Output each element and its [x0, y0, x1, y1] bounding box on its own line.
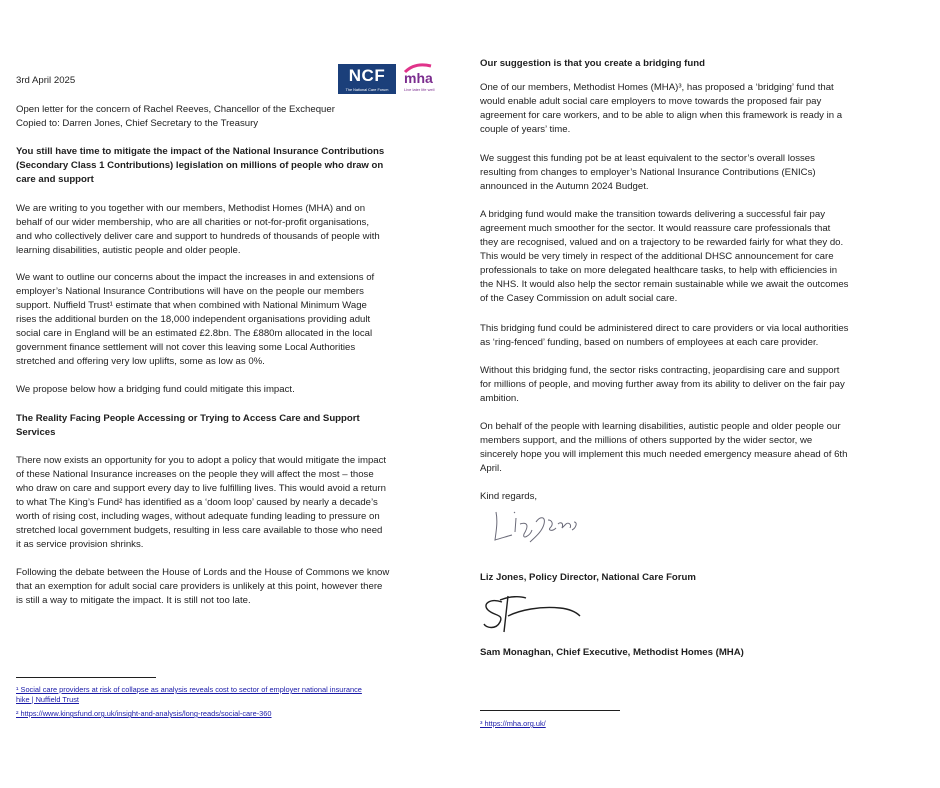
r-para4-l1: This bridging fund could be administered direct to care providers or via local authorities: [480, 323, 849, 334]
para2-l2: employer’s National Insurance Contributions will have on the people our members: [16, 286, 364, 297]
heading-bridging-fund: Our suggestion is that you create a bridging fund: [480, 58, 705, 69]
para2-l6: government finance settlement will not cover this leaving some Local Authorities: [16, 342, 356, 353]
para1-l1: We are writing to you together with our members, Methodist Homes (MHA) and on: [16, 203, 366, 214]
copied-to: Copied to: Darren Jones, Chief Secretary to the Treasury: [16, 118, 259, 129]
r-para1-l1: One of our members, Methodist Homes (MHA)³, has proposed a ‘bridging’ fund that: [480, 82, 834, 93]
r-para3-l7: of the Casey Commission on adult social care.: [480, 293, 678, 304]
heading-reality-l1: The Reality Facing People Accessing or Trying to Access Care and Support: [16, 413, 360, 424]
para4-l2: of these National Insurance increases on the people they will affect the most – those: [16, 469, 374, 480]
mha-logo: [401, 62, 449, 96]
r-para5-l2: for millions of people, and moving further away from its ability to deliver on the fair pay: [480, 379, 845, 390]
r-para1-l4: couple of years’ time.: [480, 124, 571, 135]
para2-l3: support. Nuffield Trust¹ estimate that when combined with National Minimum Wage: [16, 300, 367, 311]
para1-l4: learning disabilities, autistic people and older people.: [16, 245, 241, 256]
r-para6-l3: sincerely hope you will implement this much needed emergency measure ahead of 6th: [480, 449, 848, 460]
r-para4-l2: as ‘ring-fenced’ funding, based on numbers of employees at each care provider.: [480, 337, 819, 348]
r-para3-l4: This would be very timely in respect of the additional DHSC announcement for care: [480, 251, 834, 262]
ncf-logo-text: NCF: [348, 66, 386, 85]
para4-l7: it as service provision shrinks.: [16, 539, 144, 550]
para4-l5: worth of rising cost, including wages, without adequate funding leading to pressure on: [16, 511, 380, 522]
footnote-1-link-l2[interactable]: hike | Nuffield Trust: [16, 695, 79, 704]
footnote-divider-right: [480, 710, 620, 711]
para4-l4: to what The King’s Fund² has identified as a ‘doom loop’ caused by nearly a decade’s: [16, 497, 378, 508]
addressee: Open letter for the concern of Rachel Reeves, Chancellor of the Exchequer: [16, 104, 335, 115]
letter-date: 3rd April 2025: [16, 75, 76, 86]
r-para6-l1: On behalf of the people with learning disabilities, autistic people and older people our: [480, 421, 841, 432]
signature-liz-jones: [490, 500, 580, 550]
r-para3-l1: A bridging fund would make the transition towards delivering a successful fair pay: [480, 209, 826, 220]
r-para5-l1: Without this bridging fund, the sector risks contracting, jeopardising care and support: [480, 365, 840, 376]
para5-l1: Following the debate between the House of Lords and the House of Commons we know: [16, 567, 390, 578]
heading-reality-l2: Services: [16, 427, 56, 438]
signatory-1: Liz Jones, Policy Director, National Care Forum: [480, 572, 696, 583]
r-para1-l3: agreement for care workers, and to be able to align when this framework is ready in a: [480, 110, 843, 121]
footnote-1-link-l1[interactable]: ¹ Social care providers at risk of collapse as analysis reveals cost to sector of employer national insurance: [16, 685, 362, 694]
r-para2-l1: We suggest this funding pot be at least equivalent to the sector’s overall losses: [480, 153, 815, 164]
signatory-2: Sam Monaghan, Chief Executive, Methodist Homes (MHA): [480, 647, 744, 658]
para2-l5: social care in England will be an estimated £2.8bn. The £880m allocated in the local: [16, 328, 373, 339]
para4-l1: There now exists an opportunity for you to adopt a policy that would mitigate the impact: [16, 455, 387, 466]
r-para6-l2: members support, and the millions of others supported by the wider sector, we: [480, 435, 813, 446]
r-para2-l3: announced in the Autumn 2024 Budget.: [480, 181, 649, 192]
footnote-divider: [16, 677, 156, 678]
para4-l6: stretched local government budgets, resulting in less care available to those who need: [16, 525, 383, 536]
closing: Kind regards,: [480, 491, 538, 502]
signature-sam-monaghan: [480, 590, 590, 640]
r-para3-l6: the NHS. It would also help the sector remain sustainable while we await the outcomes: [480, 279, 849, 290]
footnote-3-link[interactable]: ³ https://mha.org.uk/: [480, 719, 546, 728]
r-para2-l2: resulting from changes to employer’s National Insurance Contributions (ENICs): [480, 167, 816, 178]
ncf-logo: [338, 64, 396, 94]
para1-l2: behalf of our wider membership, who are all charities or not-for-profit organisations,: [16, 217, 370, 228]
heading-main-l1: You still have time to mitigate the impact of the National Insurance Contributions: [16, 146, 385, 157]
footnote-2-link[interactable]: ² https://www.kingsfund.org.uk/insight-and-analysis/long-reads/social-care-360: [16, 709, 272, 718]
mha-logo-tagline: Live later life well: [404, 87, 435, 92]
para4-l3: who draw on care and support every day to live fulfilling lives. This would avoid a return: [16, 483, 386, 494]
para5-l3: is still a way to mitigate the impact. It is still not too late.: [16, 595, 251, 606]
r-para6-l4: April.: [480, 463, 502, 474]
para3: We propose below how a bridging fund could mitigate this impact.: [16, 384, 295, 395]
mha-logo-text: mha: [404, 70, 433, 86]
para2-l7: stretched and offering very low uplifts, some as low as 0%.: [16, 356, 265, 367]
para2-l4: rises the additional burden on the 18,000 independent organisations providing adult: [16, 314, 371, 325]
r-para5-l3: ambition.: [480, 393, 519, 404]
r-para1-l2: would enable adult social care employers to move towards the proposed fair pay: [480, 96, 822, 107]
r-para3-l2: agreement much smoother for the sector. It would reassure care professionals that: [480, 223, 831, 234]
r-para3-l3: they are recognised, valued and on a trajectory to be rewarded fairly for what they do.: [480, 237, 844, 248]
para5-l2: that an exemption for adult social care providers is unlikely at this point, however there: [16, 581, 383, 592]
heading-main-l2: (Secondary Class 1 Contributions) legislation on millions of people who draw on: [16, 160, 384, 171]
heading-main-l3: care and support: [16, 174, 94, 185]
para1-l3: and who collectively deliver care and support to hundreds of thousands of people with: [16, 231, 380, 242]
ncf-logo-subtitle: The National Care Forum: [345, 88, 389, 92]
para2-l1: We want to outline our concerns about the impact the increases in and extensions of: [16, 272, 375, 283]
r-para3-l5: professionals to take on more delegated healthcare tasks, to help with efficiencies in: [480, 265, 838, 276]
